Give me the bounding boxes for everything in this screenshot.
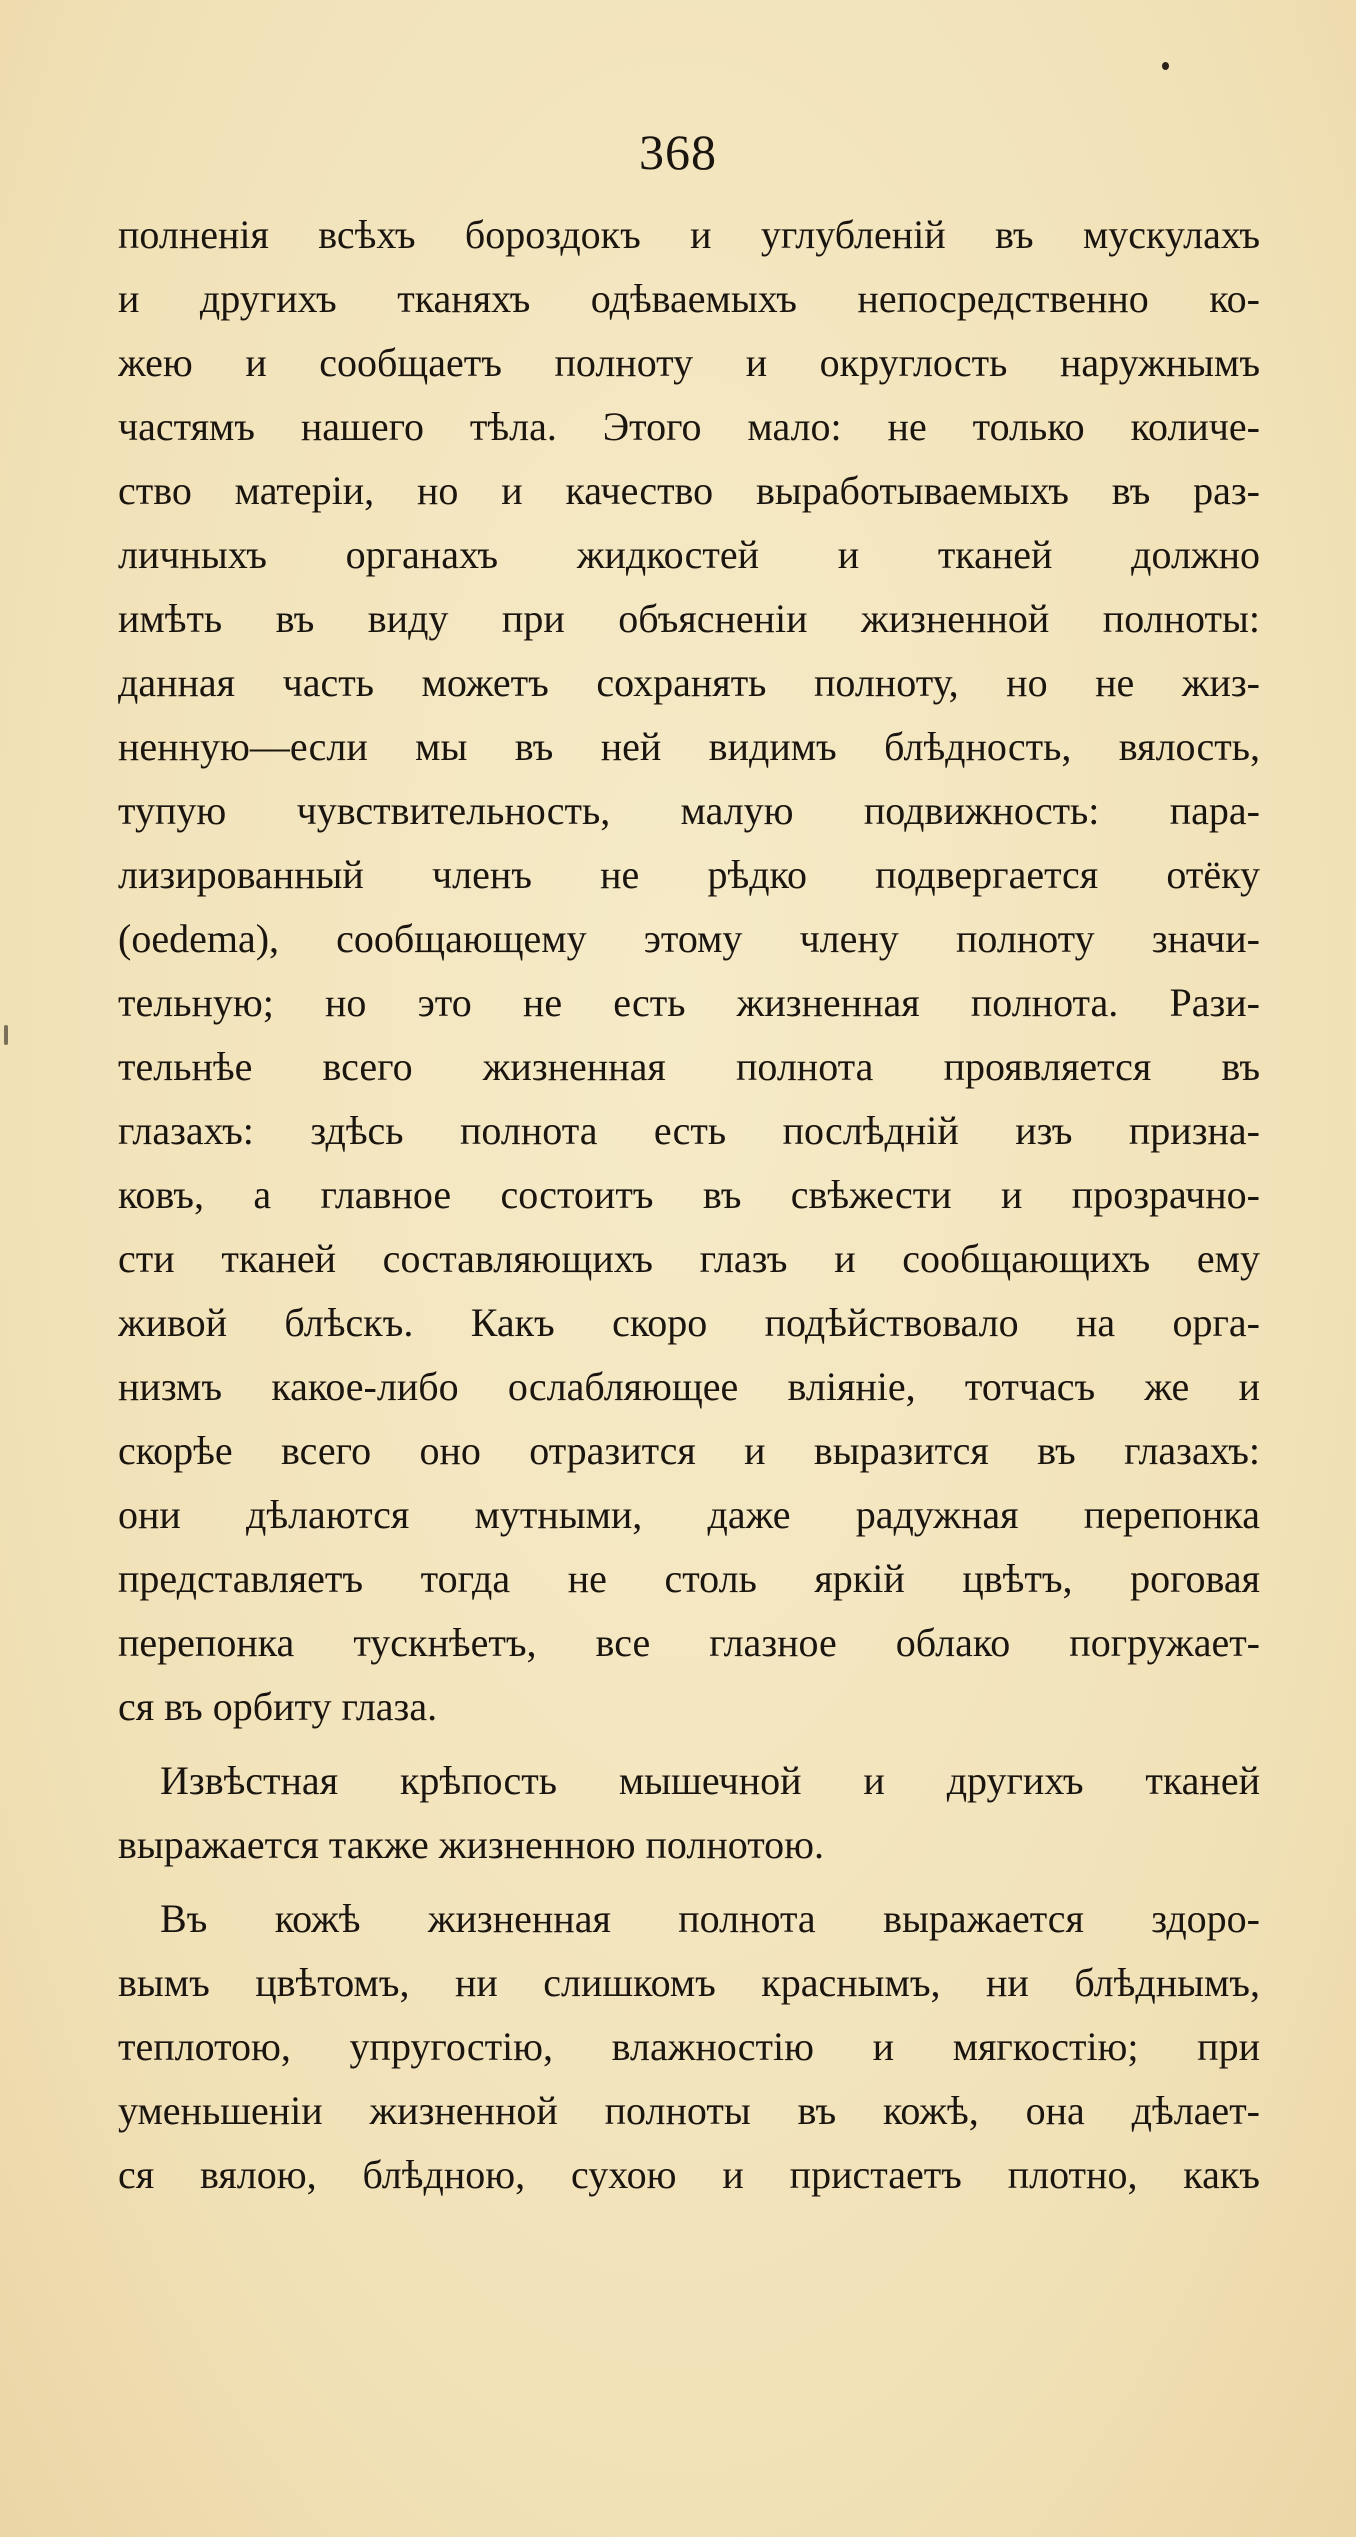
- text-line: ся въ орбиту глаза.: [118, 1684, 438, 1729]
- text-line: тельную; но это не есть жизненная полнота. Рази-: [118, 980, 1260, 1025]
- page-number: 368: [639, 124, 717, 180]
- text-line: перепонка тускнѣетъ, все глазное облако погружает-: [118, 1620, 1260, 1665]
- text-line: ство матеріи, но и качество выработываемыхъ въ раз-: [118, 468, 1260, 513]
- text-line: (oedema), сообщающему этому члену полноту значи-: [118, 916, 1260, 961]
- paragraph-3: [118, 1887, 1260, 2207]
- text-line: теплотою, упругостію, влажностію и мягкостію; при: [118, 2024, 1260, 2069]
- text-line: тельнѣе всего жизненная полнота проявляется въ: [118, 1044, 1260, 1089]
- text-line: и другихъ тканяхъ одѣваемыхъ непосредственно ко-: [118, 276, 1260, 321]
- text-line: живой блѣскъ. Какъ скоро подѣйствовало на орга-: [118, 1300, 1260, 1345]
- text-line: полненія всѣхъ бороздокъ и углубленій въ мускулахъ: [118, 212, 1260, 257]
- text-line: Извѣстная крѣпость мышечной и другихъ тканей: [160, 1758, 1260, 1803]
- text-line: они дѣлаются мутными, даже радужная перепонка: [118, 1492, 1260, 1537]
- text-line: уменьшеніи жизненной полноты въ кожѣ, она дѣлает-: [118, 2088, 1260, 2133]
- text-line: глазахъ: здѣсь полнота есть послѣдній изъ призна-: [118, 1108, 1260, 1153]
- text-line: жею и сообщаетъ полноту и округлость наружнымъ: [118, 340, 1260, 385]
- text-line: низмъ какое-либо ослабляющее вліяніе, тотчасъ же и: [118, 1364, 1260, 1409]
- ink-speck: [4, 1025, 8, 1045]
- text-line: вымъ цвѣтомъ, ни слишкомъ краснымъ, ни блѣднымъ,: [118, 1960, 1260, 2005]
- text-line: Въ кожѣ жизненная полнота выражается здоро-: [160, 1896, 1260, 1941]
- text-line: представляетъ тогда не столь яркій цвѣтъ, роговая: [118, 1556, 1260, 1601]
- body-text: [118, 203, 1260, 2207]
- paragraph-1: [118, 203, 1260, 1739]
- text-line: выражается также жизненною полнотою.: [118, 1822, 825, 1867]
- text-line: ненную—если мы въ ней видимъ блѣдность, вялость,: [118, 724, 1260, 769]
- text-line: имѣть въ виду при объясненіи жизненной полноты:: [118, 596, 1260, 641]
- text-line: частямъ нашего тѣла. Этого мало: не только количе-: [118, 404, 1260, 449]
- text-line: ковъ, а главное состоитъ въ свѣжести и прозрачно-: [118, 1172, 1260, 1217]
- text-line: сти тканей составляющихъ глазъ и сообщающихъ ему: [118, 1236, 1260, 1281]
- text-line: данная часть можетъ сохранять полноту, но не жиз-: [118, 660, 1260, 705]
- text-line: скорѣе всего оно отразится и выразится въ глазахъ:: [118, 1428, 1260, 1473]
- paragraph-2: [118, 1749, 1260, 1877]
- text-line: лизированный членъ не рѣдко подвергается отёку: [118, 852, 1260, 897]
- text-line: тупую чувствительность, малую подвижность: пара-: [118, 788, 1260, 833]
- text-line: ся вялою, блѣдною, сухою и пристаетъ плотно, какъ: [118, 2152, 1260, 2197]
- text-line: личныхъ органахъ жидкостей и тканей должно: [118, 532, 1260, 577]
- ink-speck: [1162, 62, 1169, 70]
